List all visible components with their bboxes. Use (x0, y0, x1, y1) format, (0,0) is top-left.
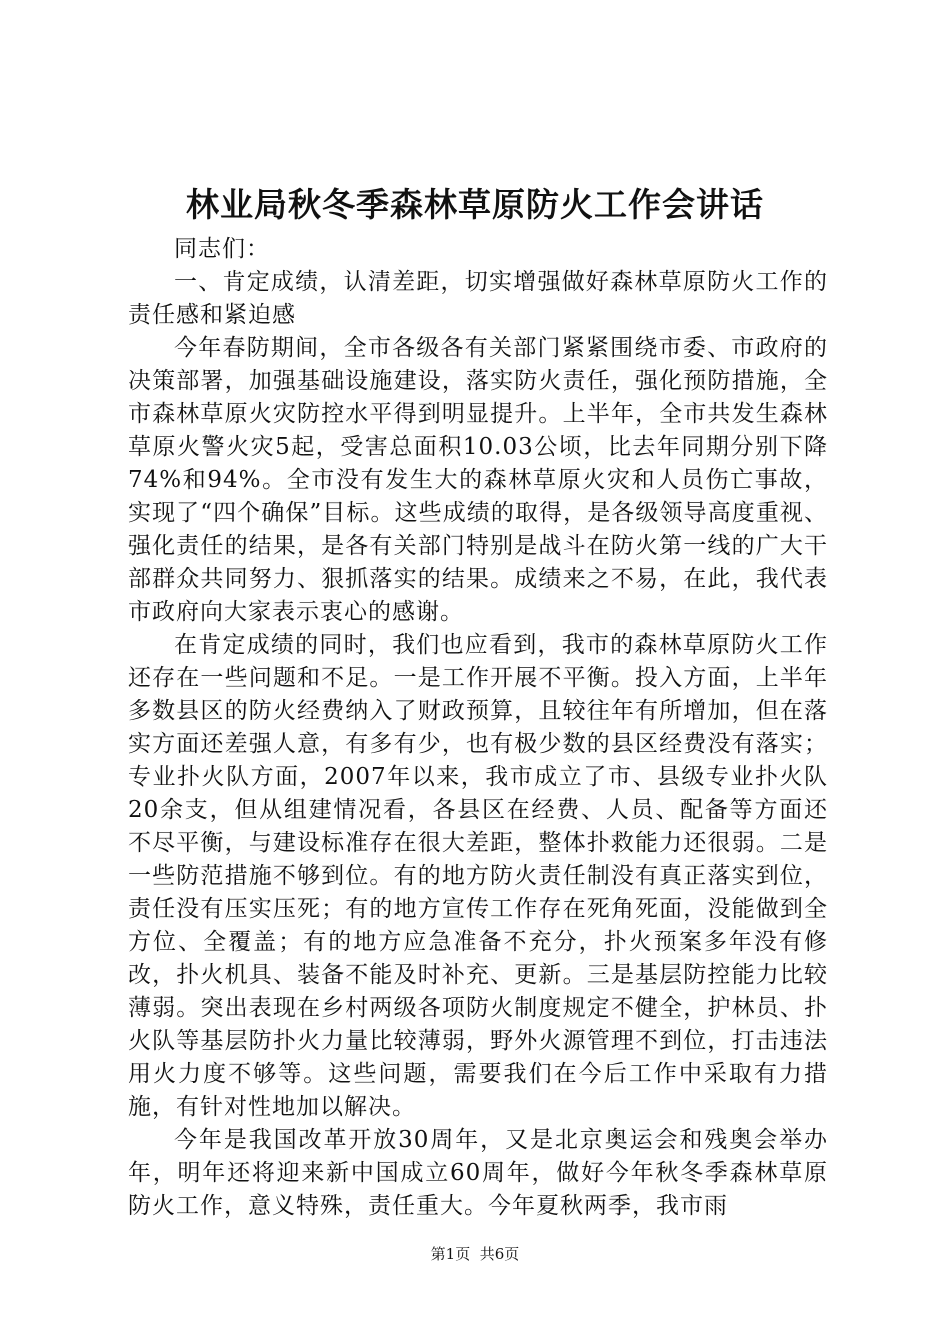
body-paragraph: 今年春防期间，全市各级各有关部门紧紧围绕市委、市政府的决策部署，加强基础设施建设，落实防火责任，强化预防措施，全市森林草原火灾防控水平得到明显提升。上半年，全市共发生森林草原火警火灾5起，受害总面积10.03公顷，比去年同期分别下降74%和94%。全市没有发生大的森林草原火灾和人员伤亡事故，实现了“四个确保”目标。这些成绩的取得，是各级领导高度重视、强化责任的结果，是各有关部门特别是战斗在防火第一线的广大干部群众共同努力、狠抓落实的结果。成绩来之不易，在此，我代表市政府向大家表示衷心的感谢。 (128, 335, 828, 625)
document-title: 林业局秋冬季森林草原防火工作会讲话 (186, 185, 764, 224)
body-paragraph: 在肯定成绩的同时，我们也应看到，我市的森林草原防火工作还存在一些问题和不足。一是工作开展不平衡。投入方面，上半年多数县区的防火经费纳入了财政预算，且较往年有所增加，但在落实方面还差强人意，有多有少，也有极少数的县区经费没有落实；专业扑火队方面，2007年以来，我市成立了市、县级专业扑火队20余支，但从组建情况看，各县区在经费、人员、配备等方面还不尽平衡，与建设标准存在很大差距，整体扑救能力还很弱。二是一些防范措施不够到位。有的地方防火责任制没有真正落实到位，责任没有压实压死；有的地方宣传工作存在死角死面，没能做到全方位、全覆盖；有的地方应急准备不充分，扑火预案多年没有修改，扑火机具、装备不能及时补充、更新。三是基层防控能力比较薄弱。突出表现在乡村两级各项防火制度规定不健全，护林员、扑火队等基层防扑火力量比较薄弱，野外火源管理不到位，打击违法用火力度不够等。这些问题，需要我们在今后工作中采取有力措施，有针对性地加以解决。 (128, 632, 828, 1120)
body-paragraph: 今年是我国改革开放30周年，又是北京奥运会和残奥会举办年，明年还将迎来新中国成立60周年，做好今年秋冬季森林草原防火工作，意义特殊，责任重大。今年夏秋两季，我市雨 (128, 1127, 828, 1219)
page-total: 共6页 (479, 1245, 520, 1263)
document-body (128, 233, 828, 1223)
salutation: 同志们： (174, 236, 270, 262)
page-footer (0, 1244, 950, 1264)
section-heading: 一、肯定成绩，认清差距，切实增强做好森林草原防火工作的责任感和紧迫感 (128, 269, 828, 328)
page-number: 第1页 (430, 1245, 471, 1263)
